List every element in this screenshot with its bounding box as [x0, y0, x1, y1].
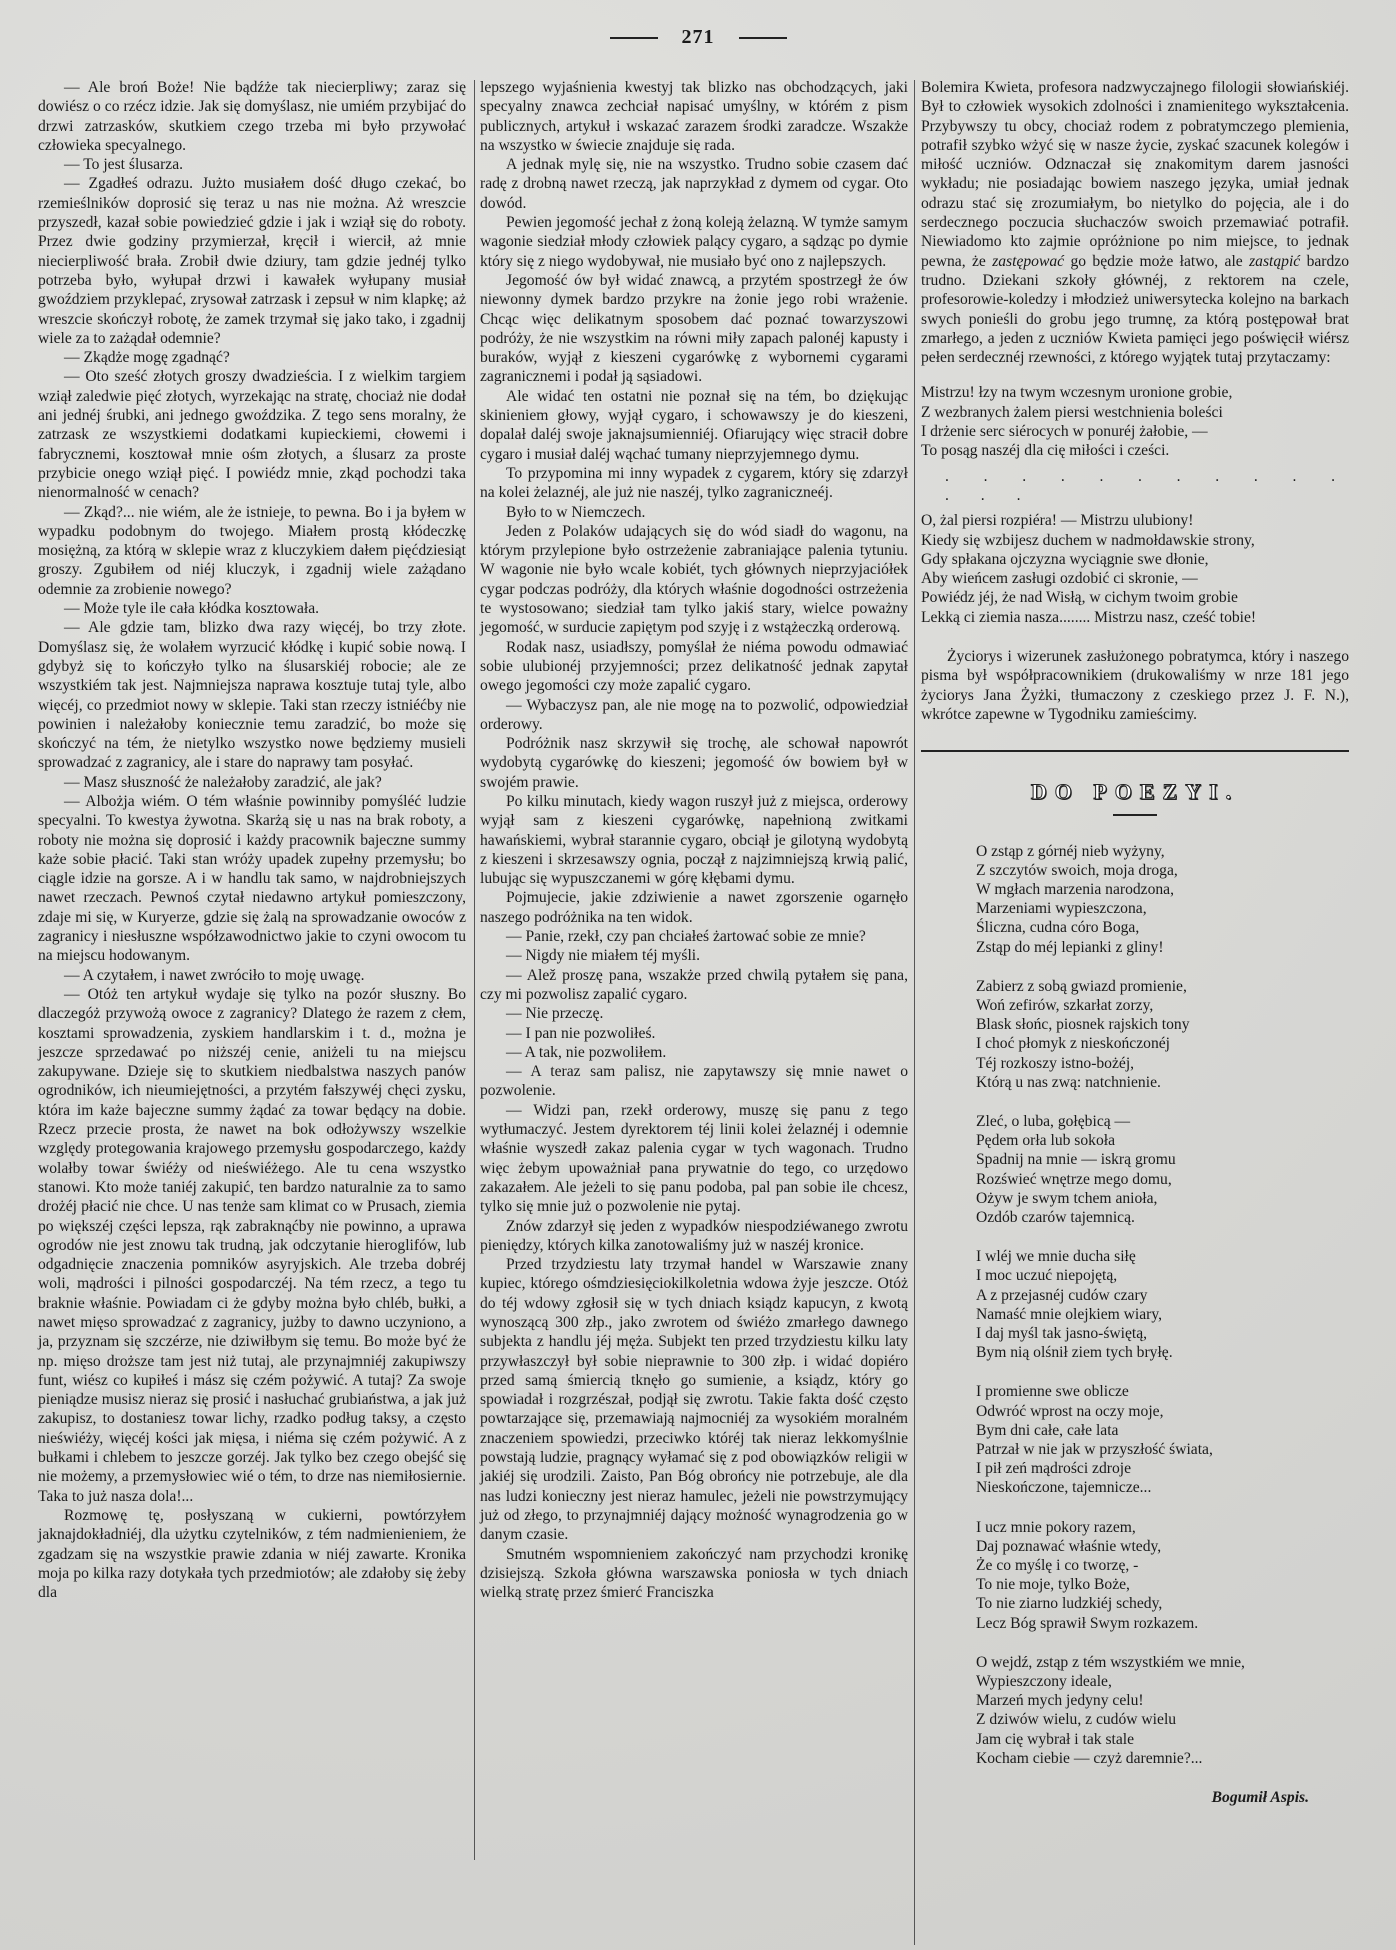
- article-paragraph: — Nigdy nie miałem téj myśli.: [506, 947, 701, 965]
- article-paragraph: Ale widać ten ostatni nie poznał się na tém, bo dziękując skinieniem głowy, wyjął cygaro, i schowawszy je do kieszeni, dopalał daléj swoje jaknajsumienniéj. Ofiarujący więc stracił dobre cygaro i musiał daléj wąchać tumany nieprzyjemnego dymu.: [480, 387, 908, 463]
- poem-line: Zabierz z sobą gwiazd promienie,: [976, 977, 1187, 995]
- poem-line: W mgłach marzenia narodzona,: [976, 880, 1175, 898]
- poem-line: Z szczytów swoich, moja droga,: [976, 861, 1178, 879]
- poem-line: Którą u nas zwą: natchnienie.: [976, 1073, 1161, 1091]
- poem-line: To nie moje, tylko Boże,: [976, 1576, 1130, 1594]
- article-paragraph: — Oto sześć złotych groszy dwadzieścia. I z wielkim targiem wziął zaledwie pięć złotych, wyrzekając na stratę, chociaż nie dodał ani jednéj śrubki, ani jednego gwoździka. Z tego sens moralny, że zatrzask ze wszystkiemi dodatkami kupieckiemi, cłowemi i fabrycznemi, kosztował mnie ośm złotych, a ślusarz za proste przybicie onego wziął pięć. I powiédz mnie, zkąd pochodzi taka nienormalność w cenach?: [38, 368, 466, 502]
- poem-line: Woń zefirów, szkarłat zorzy,: [976, 996, 1154, 1014]
- title-rule: [1113, 814, 1157, 816]
- left-column: [38, 78, 466, 1602]
- article-paragraph: Po kilku minutach, kiedy wagon ruszył już z miejsca, orderowy wyjął sam z kieszeni cygarówkę, napełnioną zwitkami hawańskiemi, wybrał starannie cygaro, obciął je gilotyną wydobytą z kieszeni i skrzesawszy ognia, począł z najzimniejszą krwią palić, lubując się wypuszczanemi w górę kłębami dymu.: [480, 792, 908, 888]
- verse-line: Lekką ci ziemia nasza........ Mistrzu nasz, cześć tobie!: [921, 608, 1257, 626]
- poem-line: Rozświeć wnętrze mego domu,: [976, 1170, 1172, 1188]
- article-paragraph: Znów zdarzył się jeden z wypadków niespodziéwanego zwrotu pieniędzy, których kilka zanotowaliśmy już w naszéj kronice.: [480, 1217, 908, 1254]
- poem-line: Pędem orła lub sokoła: [976, 1132, 1116, 1150]
- poem-stanza: [976, 842, 1349, 957]
- article-paragraph: — Alež proszę pana, wszakże przed chwilą pytałem się pana, czy mi pozwolisz zapalić cygaro.: [480, 966, 908, 1003]
- poem-line: Patrzał w nie jak w przyszłość świata,: [976, 1440, 1213, 1458]
- verse-line: O, żal piersi rozpiéra! — Mistrzu ulubiony!: [921, 512, 1194, 530]
- article-paragraph: Przed trzydziestu laty trzymał handel w Warszawie znany kupiec, którego ośmdziesięciokilkoletnia wdowa żyje jeszcze. Otóż do téj wdowy zgłosił się w tych dniach ksiądz kapucyn, z kwotą wynoszącą 300 złp., jako zwrotem od świéżo zmarłego dawnego subjekta z handlu jéj męża. Subjekt ten przed trzydziestu kilku laty przywłaszczył był sobie nieprawnie to 300 złp. i widać dopiéro przed samą śmiercią tknęło go sumienie, a ksiądz, który go spowiadał i rozgrzészał, podjął się zwrotu. Takie fakta dość często powtarzające się, przemawiają najmocniéj za wysokiém moralném znaczeniem spowiedzi, przeciwko któréj tak nieraz lekkomyślnie powstają ludzie, pragnący wyłamać się z pod obowiązków religii w jakiéj się urodzili. Zaisto, Pan Bóg obrońcy nie potrzebuje, ale dla nas ludzi konieczny jest nieraz hamulec, jeżeli nie powstrzymujący już od złego, to przynajmniéj dający możność wynagrodzenia go w danym czasie.: [480, 1256, 908, 1544]
- poem-line: Zstąp do méj lepianki z gliny!: [976, 938, 1164, 956]
- column-divider: [474, 80, 475, 1860]
- poem-line: Zleć, o luba, gołębicą —: [976, 1112, 1131, 1130]
- verse-line: Gdy spłakana ojczyzna wyciągnie swe dłonie,: [921, 550, 1209, 568]
- right-column: [921, 78, 1349, 1807]
- article-paragraph: — Zkądże mogę zgadnąć?: [64, 349, 230, 367]
- poem-line: I ucz mnie pokory razem,: [976, 1518, 1136, 1536]
- article-paragraph: To przypomina mi inny wypadek z cygarem, który się zdarzył na kolei żelaznéj, ale już nie naszéj, tylko zagraniczneéj.: [480, 464, 908, 502]
- verse-line: Aby wieńcem zasługi ozdobić ci skronie, —: [921, 570, 1198, 588]
- column-divider: [914, 80, 915, 1945]
- poem-stanza: [976, 1518, 1349, 1633]
- page-number: 271: [681, 26, 715, 48]
- header-rule-left: [610, 37, 658, 39]
- poem-signature: Bogumił Aspis.: [1211, 1789, 1309, 1807]
- article-paragraph: — Zkąd?... nie wiém, ale że istnieje, to pewna. Bo i ja byłem w wypadku podobnym do twojego. Miałem prostą kłódeczkę mosiężną, za którą w sklepie wraz z kluczykiem dałem pięćdziesiąt groszy. Zgubiłem od niéj kluczyk, i zgadnij wiele zażądano odemnie za zrobienie nowego?: [38, 503, 466, 598]
- section-divider: [921, 750, 1349, 752]
- poem-line: I moc uczuć niepojętą,: [976, 1267, 1118, 1285]
- poem-line: Bym nią olśnił ziem tych bryłę.: [976, 1344, 1173, 1362]
- article-paragraph: — A czytałem, i nawet zwróciło to moję uwagę.: [64, 966, 365, 984]
- article-paragraph: — Ale gdzie tam, blizko dwa razy więcéj, bo trzy złote. Domyślasz się, że wolałem wyrzucić kłódkę i kupić sobie nową. I gdybyż się to kończyło tylko na ślusarskiéj robocie; ale ze wszystkiém tak jest. Najmniejsza naprawa kosztuje tutaj tyle, albo więcéj, co przedmiot nowy w sklepie. Taki stan rzeczy istniéćby nie powinien i należałoby koniecznie temu zaradzić, bo może się skończyć na tém, że nietylko wszystko nowe będziemy musieli sprowadzać z zagranicy, ale i stare do naprawy tam posyłać.: [38, 619, 466, 772]
- article-paragraph: — Ale broń Boże! Nie bądźże tak niecierpliwy; zaraz się dowiész o co rzécz idzie. Jak się domyślasz, nie umiém przybijać do drzwi zatrzasków, skutkiem czego trzeba mi było przywołać człowieka specyalnego.: [38, 79, 466, 154]
- article-paragraph: — I pan nie pozwoliłeś.: [506, 1024, 656, 1042]
- article-paragraph: Smutném wspomnieniem zakończyć nam przychodzi kronikę dzisiejszą. Szkoła główna warszawska poniosła w tych dniach wielką stratę przez śmierć Franciszka: [480, 1545, 908, 1602]
- article-paragraph: Pojmujecie, jakie zdziwienie a nawet zgorszenie ogarnęło naszego podróżnika na ten widok.: [480, 889, 908, 926]
- article-paragraph: — Masz słuszność że należałoby zaradzić, ale jak?: [64, 773, 382, 791]
- article-paragraph: — To jest ślusarza.: [64, 156, 184, 174]
- poem-line: Lecz Bóg sprawił Swym rozkazem.: [976, 1614, 1199, 1632]
- article-paragraph: Podróżnik nasz skrzywił się trochę, ale schował napowrót wydobytą cygarówkę do kieszeni; jegomość ów bowiem był w swojém prawie.: [480, 735, 908, 791]
- editorial-note: Życiorys i wizerunek zasłużonego pobratymca, który i naszego pisma był współpracownikiem (drukowaliśmy w nrze 181 jego życiorys Jana Żyżki, tłumaczony z czeskiego przez J. F. N.), wkrótce zapewne w Tygodniku zamieścimy.: [921, 648, 1349, 723]
- poem-line: Nieskończone, tajemnicze...: [976, 1479, 1152, 1497]
- poem-stanza: [976, 977, 1349, 1092]
- emphasis-text: zastąpić: [1249, 252, 1301, 270]
- poem-line: I wléj we mnie ducha siłę: [976, 1248, 1136, 1266]
- article-paragraph: — Wybaczysz pan, ale nie mogę na to pozwolić, odpowiedział orderowy.: [480, 696, 908, 733]
- article-paragraph: Jegomość ów był widać znawcą, a przytém spostrzegł że ów niewonny dymek bardzo przykre na żonie jego robi wrażenie. Chcąc więc delikatnym sposobem dać poznać towarzyszowi podróży, że nie wszystkim na równi miły zapach palonéj kapusty i buraków, wyjął z kieszeni cygarówkę z wybornemi cygarami zagranicznemi i podał ją sąsiadowi.: [480, 271, 908, 386]
- poem-line: Kocham ciebie — czyż daremnie?...: [976, 1749, 1203, 1767]
- poem-line: I daj myśl tak jasno-świętą,: [976, 1324, 1148, 1342]
- elegy-verse: [921, 511, 1349, 627]
- verse-line: I drżenie serc siérocych w ponuréj żałobie, —: [921, 423, 1208, 441]
- article-paragraph: lepszego wyjaśnienia kwestyj tak blizko nas obchodzących, jaki specyalny znawca zechciał napisać umyślny, w którém z pism publicznych, artykuł i wskazać zarazem środki zaradcze. Wszakże na wszystko w świecie znajduje się rada.: [480, 79, 908, 154]
- verse-line: To posąg naszéj dla cię miłości i cześci.: [921, 442, 1170, 460]
- poem-stanza: [976, 1382, 1349, 1497]
- poem-line: To nie ziarno ludzkiéj schedy,: [976, 1595, 1163, 1613]
- poem-line: I promienne swe oblicze: [976, 1383, 1129, 1401]
- poem-line: Marzeniami wypieszczona,: [976, 900, 1147, 918]
- poem-line: I choć płomyk z nieskończonéj: [976, 1035, 1170, 1053]
- poem-stanza: [976, 1247, 1349, 1362]
- poem-line: Śliczna, cudna córo Boga,: [976, 919, 1140, 937]
- middle-column: [480, 78, 908, 1602]
- poem-stanza: [976, 1112, 1349, 1227]
- poem-line: Marzeń mych jedyny celu!: [976, 1692, 1144, 1710]
- poem-line: O zstąp z górnéj nieb wyżyny,: [976, 842, 1165, 860]
- article-paragraph: — Zgadłeś odrazu. Jużto musiałem dość długo czekać, bo rzemieślników doprosić się teraz u nas nie można. Aż wreszcie przyszedł, kazał sobie powiedzieć gdzie i jak i wziął się do roboty. Przez dwie godziny przymierzał, kręcił i wiercił, aż mnie niecierpliwość brała. Zrobił dwie dziury, tam gdzie jednéj tylko potrzeba było, wyłupał drzwi i kawałek wyłupany musiał gwoździem przyklepać, zrysował zatrzask i zepsuł w nim klapkę; aż wreszcie skończył robotę, że zamek trzymał się jako tako, i zgadnij wiele za to zażądał odemnie?: [38, 175, 466, 347]
- article-paragraph: — Panie, rzekł, czy pan chciałeś żartować sobie ze mnie?: [506, 928, 866, 946]
- verse-line: Kiedy się wzbijesz duchem w nadmołdawskie strony,: [921, 531, 1255, 549]
- article-paragraph: Rozmowę tę, posłyszaną w cukierni, powtórzyłem jaknajdokładniéj, dla użytku czytelników, z tém nadmienieniem, że zgadzam się na wszystkie prawie zdania w niéj zawarte. Kronika moja po kilka razy dotykała tych przedmiotów; ale zdałoby się żeby dla: [38, 1506, 466, 1602]
- poem-line: Spadnij na mnie — iskrą gromu: [976, 1151, 1176, 1169]
- poem-line: Że co myślę i co tworzę, -: [976, 1557, 1139, 1574]
- article-paragraph: — Albożja wiém. O tém właśnie powinniby pomyśléć ludzie specyalni. To kwestya żywotna. Skarżą się u nas na brak roboty, a roboty nie można się doprosić i każdy pracownik bajeczne summy każe sobie płacić. Taki stan wróży upadek zupełny przemysłu; bo ciągle idzie na gorsze. A i w handlu tak samo, w najdrobniejszych nawet rzeczach. Pewnoś czytał niedawno artykuł pomieszczony, zdaje mi się, w Kuryerze, gdzie się żalą na sprowadzanie owoców z zagranicy i niesłuszne współzawodnictwo jakie to czyni owocom tu na miejscu hodowanym.: [38, 792, 466, 965]
- article-paragraph: Było to w Niemczech.: [506, 503, 646, 521]
- verse-line: Powiédz jéj, że nad Wisłą, w cichym twoim grobie: [921, 589, 1238, 607]
- poem-line: Bym dni całe, całe lata: [976, 1421, 1119, 1439]
- article-paragraph: — Widzi pan, rzekł orderowy, muszę się panu z tego wytłumaczyć. Jestem dyrektorem téj linii kolei żelaznéj i odemnie właśnie wyszedł zakaz palenia cygar w tych wagonach. Trudno więc żebym upoważniał pana prywatnie do tego, co urzędowo zakazałem. Ale jeżeli to się panu podoba, pal pan sobie ile chcesz, tylko się mnie już o pozwolenie nie pytaj.: [480, 1101, 908, 1216]
- poem-line: Namaść mnie olejkiem wiary,: [976, 1305, 1163, 1323]
- poem-body: [976, 842, 1349, 1769]
- article-paragraph: — A teraz sam palisz, nie zapytawszy się mnie nawet o pozwolenie.: [480, 1063, 908, 1100]
- poem-line: Téj rozkoszy istno-bożéj,: [976, 1054, 1135, 1072]
- poem-line: Daj poznawać właśnie wtedy,: [976, 1537, 1162, 1555]
- verse-line: Z wezbranych żalem piersi westchnienia boleści: [921, 403, 1223, 421]
- verse-line: Mistrzu! łzy na twym wczesnym uronione grobie,: [921, 384, 1233, 402]
- poem-line: I pił zeń mądrości zdroje: [976, 1460, 1132, 1478]
- poem-line: O wejdź, zstąp z tém wszystkiém we mnie,: [976, 1653, 1245, 1671]
- article-paragraph: A jednak mylę się, nie na wszystko. Trudno sobie czasem dać radę z drobną nawet rzeczą, jak naprzykład z dymem od cygar. Oto dowód.: [480, 156, 908, 212]
- elegy-verse: [921, 383, 1349, 460]
- poem-line: Ożyw je swym tchem anioła,: [976, 1189, 1158, 1207]
- poem-line: Odwróć wprost na oczy moje,: [976, 1402, 1164, 1420]
- poem-line: Blask słońc, piosnek rajskich tony: [976, 1016, 1190, 1034]
- poem-line: Ozdób czarów tajemnicą.: [976, 1208, 1135, 1226]
- poem-line: Z dziwów wielu, z cudów wielu: [976, 1711, 1177, 1729]
- article-paragraph: Rodak nasz, usiadłszy, pomyślał że niéma powodu odmawiać sobie ulubionéj przyjemności; przez delikatność jednak zapytał owego jegomości czy może zapalić cygaro.: [480, 638, 908, 695]
- article-paragraph: Jeden z Polaków udających się do wód siadł do wagonu, na którym przylepione było ostrzeżenie zabraniające palenia tytuniu. W wagonie nie było wcale kobiét, tych głównych nieprzyjaciółek cygar podczas podróży, dla których właśnie dogodności ostrzeżenia te wystosowano; siedział tam tylko jakiś stary, wielce poważny jegomość, w surducie zapiętym pod szyję i z wstążeczką orderową.: [480, 522, 908, 637]
- article-paragraph: — Może tyle ile cała kłódka kosztowała.: [64, 600, 320, 618]
- article-paragraph: — Otóż ten artykuł wydaje się tylko na pozór słuszny. Bo dlaczegóż przywożą owoce z zagranicy? Dlatego że razem z cłem, kosztami sprowadzenia, zyskiem handlarskim i t. d., można je jeszcze sprzedawać po niższéj cenie, aniżeli tu na miejscu zakupywane. Dzieje się to skutkiem niedbalstwa naszych panów ogrodników, ich nieumiejętności, a przytém fałszywéj chęci zysku, która im każe bajeczne summy żądać za towar będący na dobie. Rzecz przecie prosta, że nawet na bok odłożywszy wszelkie względy protegowania krajowego przemysłu gospodarczego, każdy wolałby towar świéży od nieświéżego. Ale tu cena wszystko stanowi. Kto może taniéj zakupić, ten bardzo naturalnie za to samo drożéj płacić nie chce. U nas tenże sam klimat co w Prusach, ziemia po większéj części lepsza, rąk zabraknąćby nie powinno, a uprawa ogrodów nie jest znowu tak trudną, jak odczytanie hieroglifów, lub odgadnięcie znaczenia pomników asyryjskich. Ale trzeba dobréj woli, mądrości i pilności gospodarczéj. Na tém rzecz, a tego tu braknie właśnie. Powiadam ci że gdyby można było chléb, bułki, a nawet mięso sprowadzać z zagranicy, jużby to dawno uczyniono, a ja, przyznam się szczérze, nie dziwiłbym się temu. Bo może być że np. mięso droższe tam jest niż tutaj, ale przynajmniéj zakupiwszy funt, wiész co kupiłeś i mász się czém pożywić. A tutaj? Za swoje pieniądze musisz nieraz się prosić i nasłuchać grubiaństwa, a jak już zakupisz, to dostaniesz towar lichy, rzadko podług taksy, a często nieświéży, więcéj kości jak mięsa, i niéma się czém pożywić. A z bułkami i chlebem to jeszcze gorzéj. Jak tylko bez czego obejść się nie możemy, a przemysłowiec wié o tém, to drze nas niemiłosiernie. Taka to już nasza dola!...: [38, 985, 466, 1505]
- poem-stanza: [976, 1653, 1349, 1768]
- article-paragraph: Pewien jegomość jechał z żoną koleją żelazną. W tymże samym wagonie siedział młody człowiek palący cygaro, a sądząc po dymie który się z niego wydobywał, nie musiało być ono z najlepszych.: [480, 214, 908, 270]
- obituary-paragraph: Bolemira Kwieta, profesora nadzwyczajnego filologii słowiańskiéj. Był to człowiek wysokich zdolności i znamienitego wykształcenia. Przybywszy tu obcy, chociaż rodem z pobratymczego plemienia, potrafił szybko wżyć się w nasze życie, zyskać szacunek kolegów i miłość uczniów. Odznaczał się znakomitym darem jasności wykładu; nie posiadając bowiem naszego języka, umiał jednak odrazu stać się zrozumiałym, bo nietylko do pojęcia, ale i do serdecznego poczucia słuchaczów swoich przemawiać potrafił. Niewiadomo kto zajmie opróżnione po nim miejsce, to jednak pewna, że zastępować go będzie może łatwo, ale zastąpić bardzo trudno. Dziekani szkoły głównéj, z rektorem na czele, profesorowie-koledzy i młodzież uniwersytecka kolejno na barkach swych ponieśli do grobu jego trumnę, za którą postępował brat zmarłego, a jeden z uczniów Kwieta pamięci jego poświęcił wiérsz pełen serdecznéj rzewności, z którego wyjątek tutaj przytaczamy:: [921, 79, 1350, 367]
- poem-line: Wypieszczony ideale,: [976, 1673, 1112, 1691]
- poem-line: Jam cię wybrał i tak stale: [976, 1730, 1135, 1748]
- poem-line: A z przejasnéj cudów czary: [976, 1286, 1148, 1304]
- verse-ellipsis: . . . . . . . . . . . . . .: [945, 467, 1349, 504]
- poem-title: DO POEZYI.: [1030, 779, 1240, 805]
- emphasis-text: zastępować: [992, 252, 1065, 270]
- article-paragraph: — Nie przeczę.: [506, 1005, 604, 1023]
- article-paragraph: — A tak, nie pozwoliłem.: [506, 1043, 667, 1061]
- page-header: [0, 26, 1396, 49]
- header-rule-right: [739, 37, 787, 39]
